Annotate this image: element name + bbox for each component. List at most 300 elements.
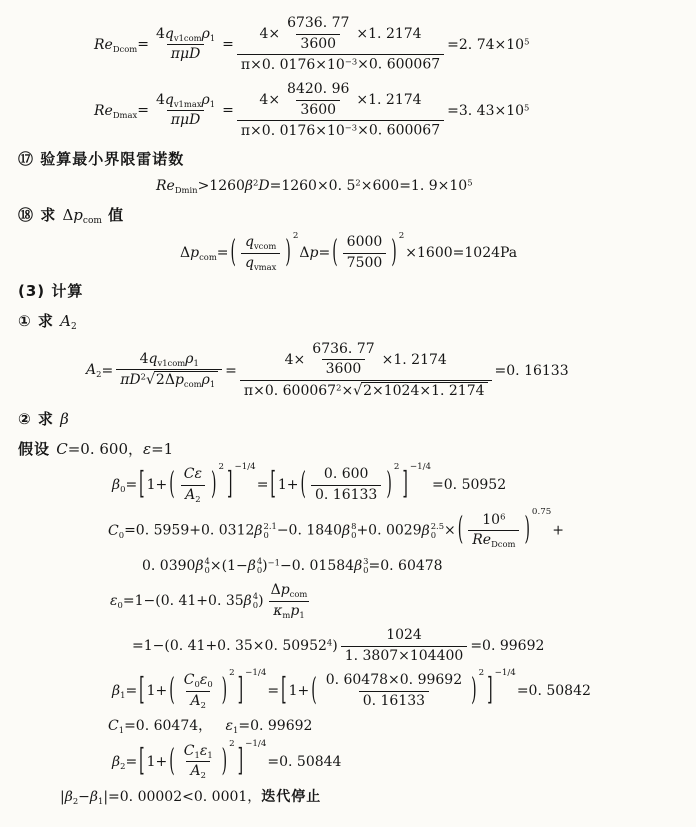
superscript: 4 [326, 637, 333, 648]
math-token [94, 103, 137, 119]
math-token [171, 112, 201, 128]
math-token [165, 92, 202, 108]
fence-close: ) [221, 744, 228, 780]
math-token [156, 372, 175, 388]
fraction [152, 26, 219, 64]
subscript: 1 [194, 749, 200, 760]
fence-open: ( [169, 467, 175, 503]
symbol-text: 1+ [146, 753, 168, 770]
symbol-text: ρ [201, 372, 210, 389]
symbol-text: Δ [62, 205, 74, 224]
heading-step17 [18, 150, 688, 170]
denominator [237, 120, 444, 140]
symbol-text: 0. 16133 [362, 692, 426, 709]
math-token [60, 311, 77, 333]
equation-delta-p-com [180, 230, 688, 272]
numerator [267, 582, 312, 601]
group-exponent: 2 [398, 230, 405, 241]
denominator [311, 485, 381, 505]
fraction [308, 341, 378, 379]
fraction [180, 743, 217, 781]
math-token [363, 383, 484, 399]
symbol-text: =1−(0. 41+0. 35×0. 50952 [132, 638, 327, 655]
denominator [241, 253, 280, 273]
fence-close: ) [210, 467, 217, 503]
fenced-group [168, 739, 235, 781]
math-token [18, 282, 83, 300]
subscript: v1com [157, 357, 186, 368]
heading-step18 [18, 206, 688, 228]
subscript: 1 [118, 724, 125, 735]
symbol-text: q [244, 234, 254, 251]
cjk-text: ⑰ 验算最小界限雷诺数 [18, 150, 185, 169]
math-token [444, 523, 456, 539]
symbol-text: 1024 [386, 627, 422, 644]
subscript: 0 [120, 484, 126, 495]
math-token [18, 206, 62, 224]
math-token [552, 523, 564, 539]
symbol-text: ε [199, 742, 208, 759]
denominator [359, 691, 429, 711]
sqrt-radical [146, 372, 218, 388]
symbol-text: = [137, 36, 149, 53]
math-token [103, 789, 261, 805]
math-token [137, 37, 149, 53]
fence-close: ] [237, 673, 244, 709]
fraction [180, 672, 217, 710]
numerator [180, 743, 217, 762]
symbol-text: + [552, 522, 564, 539]
group-content [176, 743, 221, 781]
symbol-text: 10 [482, 511, 501, 528]
subscript: Dmin [174, 184, 198, 195]
math-token [190, 763, 205, 779]
text-assumption [18, 440, 688, 460]
symbol-text: 3600 [300, 101, 337, 118]
math-token [254, 520, 277, 540]
symbol-text: q [244, 254, 254, 271]
superscript: 2 [355, 177, 361, 188]
math-token [289, 683, 310, 699]
math-token [244, 593, 258, 609]
subscript: 1 [207, 749, 213, 760]
symbol-text: =0. 99692 [470, 638, 545, 655]
math-token [258, 178, 269, 194]
math-token [482, 512, 505, 528]
math-token [123, 593, 244, 609]
subscript: 0 [118, 529, 125, 540]
fenced-group [300, 462, 400, 504]
math-token [68, 440, 143, 458]
math-token [78, 789, 90, 805]
radicand [154, 371, 218, 390]
equation-epsilon0-line1 [110, 582, 688, 620]
math-token [347, 255, 383, 271]
subscript: v1max [173, 98, 202, 109]
numerator [180, 672, 217, 691]
symbol-text: ) [332, 638, 338, 655]
symbol-text: 3600 [325, 361, 362, 378]
symbol-text: = [216, 245, 229, 262]
symbol-text: | [60, 788, 65, 805]
math-token [112, 754, 125, 770]
math-token [124, 718, 225, 734]
symbol-text: C [183, 742, 195, 759]
symbol-text: 4× [284, 351, 306, 368]
cjk-text: (3) 计算 [18, 282, 84, 301]
subscript: 0 [194, 678, 200, 689]
symbol-text: p [73, 205, 83, 224]
fence-open: ( [169, 673, 175, 709]
symbol-text: 7500 [346, 254, 383, 271]
radicand [361, 382, 487, 401]
symbol-text: β [244, 177, 254, 194]
math-token [210, 558, 248, 574]
math-token [281, 582, 308, 598]
subscript: 2 [200, 699, 206, 710]
math-token [112, 683, 125, 699]
math-token [347, 234, 383, 250]
denominator [186, 761, 209, 781]
math-token [101, 362, 113, 378]
fraction [180, 466, 206, 504]
math-token [405, 245, 517, 261]
group-content [176, 672, 221, 710]
subscript: com [289, 588, 308, 599]
denominator [341, 646, 468, 666]
symbol-text: = [256, 477, 269, 494]
fence-open: [ [281, 673, 287, 709]
symbol-text: p [174, 372, 184, 389]
group-exponent: −1/4 [234, 462, 256, 473]
superscript: 4 [256, 556, 263, 567]
math-token [185, 487, 200, 503]
fenced-group [331, 230, 405, 272]
denominator [343, 253, 387, 273]
group-exponent: −1/4 [409, 462, 432, 473]
equation-c0-line1 [108, 507, 688, 550]
group-exponent: 2 [229, 739, 235, 749]
math-token [363, 693, 425, 709]
symbol-text: 1. 3807×104400 [344, 647, 464, 664]
symbol-text: π×0. 0176×10 [240, 56, 345, 73]
symbol-text: Δ [270, 582, 281, 599]
cjk-text: ⑱ 求 [18, 205, 63, 224]
math-token [495, 362, 569, 378]
fraction [240, 341, 492, 401]
symbol-text: ×0. 600067 [357, 56, 441, 73]
equation-a2 [86, 341, 688, 401]
math-token [472, 532, 515, 548]
fraction [237, 15, 444, 74]
symbol-text: β [254, 522, 263, 539]
symbol-text: 0. 600 [323, 466, 369, 483]
numerator [308, 341, 378, 360]
subscript: 0 [252, 600, 259, 611]
numerator [136, 351, 203, 370]
math-token [262, 558, 280, 574]
superscript: −3 [344, 56, 358, 66]
math-token [285, 352, 306, 368]
math-token [149, 351, 186, 367]
math-token [86, 362, 101, 378]
group-exponent: −1/4 [494, 668, 516, 679]
fence-close: ) [386, 467, 392, 503]
math-token [184, 743, 200, 759]
symbol-text: |=0. 00002<0. 0001， [103, 788, 262, 805]
math-token [241, 57, 357, 73]
symbol-text: ε [110, 593, 118, 610]
numerator [152, 92, 219, 111]
superscript: 8 [351, 520, 357, 531]
math-token [125, 477, 137, 493]
symbol-text: 1+ [146, 477, 168, 494]
superscript: −1 [267, 557, 280, 568]
symbol-text: q [164, 91, 174, 108]
symbol-text: ×1. 2174 [381, 351, 447, 368]
subsup-stack [264, 522, 277, 540]
symbol-text: π×0. 0176×10 [240, 122, 345, 139]
symbol-text: =0. 60474， [124, 718, 226, 735]
symbol-text: D [129, 372, 141, 389]
symbol-text: 6000 [346, 234, 383, 251]
symbol-text: =3. 43×10 [447, 102, 525, 119]
math-token [271, 582, 281, 598]
fence-open: [ [270, 467, 276, 503]
symbol-text: = [267, 683, 280, 700]
symbol-text: 3600 [300, 35, 337, 52]
math-token [56, 440, 67, 458]
math-token [382, 352, 447, 368]
group-exponent: 0.75 [531, 507, 552, 518]
symbol-text: =0. 60478 [368, 557, 443, 574]
math-token [369, 558, 443, 574]
equation-c0-line2 [142, 557, 688, 575]
numerator [283, 81, 353, 100]
symbol-text: Re [94, 102, 113, 119]
fence-close: ] [237, 744, 244, 780]
text-iteration-stop [60, 788, 688, 807]
fence-open: [ [139, 673, 145, 709]
subscript: vmax [253, 261, 277, 272]
symbol-text: 0. 60478×0. 99692 [325, 672, 463, 689]
math-token [200, 672, 213, 688]
math-token [217, 245, 229, 261]
math-token [356, 523, 421, 539]
math-token [108, 523, 124, 539]
math-token [147, 477, 168, 493]
math-token [110, 593, 123, 609]
math-token [278, 477, 299, 493]
equation-re-dcom [94, 15, 688, 74]
numerator [281, 341, 451, 380]
group-exponent: 2 [393, 462, 400, 473]
subscript: 2 [72, 795, 79, 806]
math-token [386, 627, 422, 643]
fence-open: ( [300, 467, 306, 503]
fraction [311, 466, 381, 504]
symbol-text: ) [258, 593, 264, 610]
math-token [287, 81, 349, 97]
math-token [156, 26, 165, 42]
math-token [18, 312, 60, 330]
symbol-text: q [148, 350, 158, 367]
symbol-text: C [56, 439, 68, 458]
subscript: 1 [233, 724, 239, 735]
numerator [241, 234, 280, 253]
fence-open: ( [230, 235, 236, 271]
math-token [90, 789, 103, 805]
symbol-text: =0. 50842 [516, 683, 591, 700]
heading-step1 [18, 312, 688, 334]
symbol-text: A [86, 362, 97, 379]
symbol-text: πμD [170, 46, 201, 63]
radical-sign: √ [145, 372, 155, 389]
symbol-text: =0. 50952 [432, 477, 507, 494]
math-token [258, 593, 263, 609]
math-token [315, 487, 377, 503]
math-token [357, 123, 440, 139]
symbol-text: ρ [201, 25, 210, 42]
math-token [65, 789, 78, 805]
subscript: 1 [209, 379, 216, 390]
symbol-text: 4 [155, 91, 165, 108]
math-token [190, 245, 217, 261]
math-token [184, 466, 202, 482]
math-token [142, 558, 195, 574]
symbol-text: Δ [299, 245, 310, 262]
group-content [237, 234, 284, 272]
fraction [283, 15, 353, 53]
math-token [290, 603, 304, 619]
math-token [432, 477, 506, 493]
math-token [259, 92, 280, 108]
group-exponent: 2 [229, 668, 235, 679]
fence-close: ] [226, 467, 233, 503]
math-token [273, 603, 290, 619]
subscript: 1 [299, 609, 305, 620]
symbol-text: ×1. 2174 [356, 92, 422, 109]
denominator [181, 485, 204, 505]
math-token [517, 683, 591, 699]
cjk-text: 迭代停止 [261, 788, 322, 805]
subscript: 0 [256, 564, 263, 575]
symbol-text: × [444, 522, 456, 539]
subscript: 2 [200, 770, 206, 781]
math-token [222, 103, 234, 119]
math-token [267, 754, 341, 770]
symbol-text: β [354, 557, 363, 574]
symbol-text: 4× [259, 26, 281, 42]
symbol-text: ρ [185, 350, 194, 367]
math-token [470, 638, 544, 654]
symbol-text: 8420. 96 [287, 81, 350, 98]
fenced-group [310, 668, 485, 710]
symbol-text: =1−(0. 41+0. 35 [122, 593, 244, 610]
math-token [241, 123, 357, 139]
fence-open: ( [311, 673, 317, 709]
symbol-text: β [60, 410, 69, 429]
symbol-text: =0. 50844 [267, 753, 342, 770]
symbol-text: p [290, 602, 300, 619]
math-token [226, 718, 239, 734]
symbol-text: πμD [170, 112, 201, 129]
symbol-text: Δ [180, 245, 191, 262]
superscript: −3 [344, 122, 358, 133]
superscript: 6 [500, 511, 506, 522]
symbol-text: C [108, 522, 119, 539]
symbol-text: β [421, 522, 430, 539]
math-token [143, 440, 151, 458]
math-token [259, 26, 280, 42]
numerator [343, 234, 387, 253]
math-token [102, 206, 124, 224]
symbol-text: = [222, 102, 234, 119]
symbol-text: p [280, 582, 290, 599]
superscript: 2.1 [263, 520, 277, 531]
fraction [267, 582, 312, 620]
math-token [245, 178, 258, 194]
superscript: 2 [140, 371, 146, 382]
math-token [312, 341, 374, 357]
symbol-text: Cε [183, 466, 202, 483]
math-token [132, 638, 332, 654]
fraction [241, 234, 280, 272]
equation-beta1 [112, 668, 688, 710]
superscript: 5 [467, 177, 473, 188]
math-token [202, 92, 216, 108]
symbol-text: 2×1024×1. 2174 [363, 382, 485, 399]
symbol-text: 0. 16133 [315, 486, 378, 503]
symbol-text: Re [472, 532, 492, 549]
math-token [147, 754, 168, 770]
denominator [468, 530, 519, 550]
fraction [468, 511, 519, 550]
group-content [318, 672, 470, 710]
symbol-text: = [225, 362, 237, 379]
symbol-text: π [120, 372, 130, 389]
subscript: 0 [351, 529, 357, 540]
numerator [322, 672, 466, 691]
fenced-group [168, 668, 235, 710]
symbol-text: 6736. 77 [312, 340, 375, 357]
symbol-text: = [125, 753, 138, 770]
fenced-group [269, 462, 432, 504]
symbol-text: × [341, 382, 354, 399]
math-token [332, 638, 337, 654]
denominator [240, 380, 492, 401]
symbol-text: π×0. 600067 [243, 382, 337, 399]
math-token [421, 520, 445, 540]
symbol-text: p [190, 245, 200, 262]
equation-beta0 [112, 462, 688, 504]
fence-open: [ [139, 744, 145, 780]
group-content [464, 511, 523, 550]
cjk-text: 假设 [18, 439, 57, 458]
symbol-text: p [309, 245, 319, 262]
subscript: 2 [195, 493, 201, 504]
fraction [237, 81, 444, 140]
subscript: com [183, 379, 202, 390]
group-content [146, 462, 226, 504]
symbol-text: C [108, 718, 119, 735]
symbol-text: κ [273, 602, 283, 619]
math-token [357, 57, 440, 73]
fraction [152, 92, 219, 130]
math-token [60, 410, 69, 428]
symbol-text: = [101, 362, 114, 379]
math-token [156, 178, 198, 194]
